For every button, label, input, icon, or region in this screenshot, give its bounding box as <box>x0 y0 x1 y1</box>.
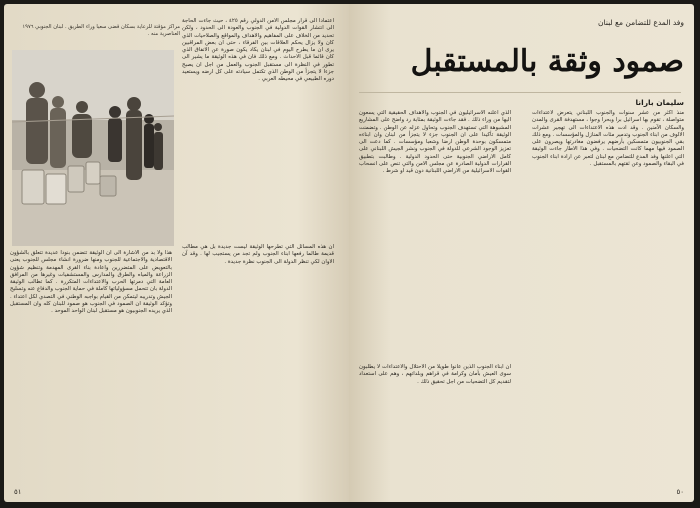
left-page-column-right-lower: ان هذه المسائل التي تطرحها الوثيقة ليست جديدة بل هي مطالب قديمة طالما رفعها ابناء الجنوب ولم تجد من يستجيب لها . وقد آن الاوان لكي تنظر الدولة الى الجنوب نظرة جديدة . <box>182 244 334 265</box>
right-page-column-right: منذ اكثر من عشر سنوات والجنوب اللبناني يتعرض لاعتداءات متواصلة ، تقوم بها اسرائيل برا وبحرا وجوا ، مستهدفة القرى والمدن والسكان الآمنين . وقد ادت هذه الاعتداءات الى تهجير عشرات الالوف من ابناء الجنوب وتدمير مئات المنازل والمؤسسات . ومع ذلك بقي الجنوبيون متمسكين بأرضهم يرفضون مغادرتها ويصرون على الصمود فيها مهما كانت التضحيات . وفي هذا الاطار جاءت الوثيقة التي اعلنها وفد المدع للتضامن مع لبنان لتعبر عن ارادة ابناء الجنوب في البقاء والصمود وعن ثقتهم بالمستقبل . <box>532 110 684 168</box>
refugee-camp-photo-icon <box>12 50 174 246</box>
right-page <box>349 4 694 502</box>
refugee-camp-photo <box>12 50 174 246</box>
right-page-column-left-lower: ان ابناء الجنوب الذين عانوا طويلا من الاحتلال والاعتداءات لا يطلبون سوى العيش بأمان وكرامة في قراهم وبلداتهم ، وهم على استعداد لتقديم كل التضحيات من اجل تحقيق ذلك . <box>359 364 511 385</box>
photo-caption: مراكز مؤقتة للرعاية بسكان قضى سعيا وراء الطريق . لبنان الجنوبي ١٩٧٦ العناصرية منه . <box>22 24 180 37</box>
headline-rule <box>359 92 681 93</box>
right-page-number: ٥٠ <box>676 488 684 496</box>
left-page-column-left: هذا ولا بد من الاشارة الى ان الوثيقة تتضمن بنودا عديدة تتعلق بالشؤون الاقتصادية والاجتماعية للجنوب ومنها ضرورة انشاء مجلس للجنوب يعنى بالتعويض على المتضررين واعادة بناء القرى المهدمة وتنظيم شؤون الزراعة والمياه والطرق والمدارس والمستشفيات وغيرها من المرافق العامة التي دمرتها الحرب والاعتداءات المتكررة . كما تطالب الوثيقة الدولة بان تتحمل مسؤولياتها كاملة في حماية الجنوب والدفاع عنه وتسليح الجيش وتدريبه ليتمكن من القيام بواجبه الوطني في التصدي لكل اعتداء . وتؤكد الوثيقة ان الصمود في الجنوب هو صمود للبنان كله وان المستقبل الذي يريده الجنوبيون هو مستقبل لبنان الواحد الموحد . <box>10 250 172 315</box>
magazine-spread <box>4 4 694 502</box>
left-page-column-right: اعتمادا الى قرار مجلس الأمن الدولي رقم ٤٢٥ ، حيث جاءت الحاجة الى انتشار القوات الدولية في الجنوب والعودة الى الحدود ، ولكن تحديد من الخلاف على المفاهيم والاهداف والمواقع والصلاحيات الذي كان ولا يزال يحكم العلاقات بين الفرقاء ، حتى ان بعض المراقبين يرى ان ما يطرح اليوم في لبنان يكاد يكون صورة عن الاتفاق الذي كان قائما قبل الاحداث . ومع ذلك فان في هذه الوثيقة ما يشير الى تطور في النظرة الى مستقبل الجنوب والعمل من اجل ان يصبح جزءا لا يتجزأ من الوطن الذي تكتمل سيادته على كل ارضه ويستعيد دوره الطبيعي في محيطه العربي . <box>182 18 334 83</box>
article-kicker: وفد المدع للتضامن مع لبنان <box>598 18 684 27</box>
left-page <box>4 4 349 502</box>
right-page-column-left: الذي اعلنه الاسرائيليون في الجنوب والاهداف الحقيقية التي يسعون اليها من وراء ذلك . فقد جاءت الوثيقة بمثابة رد واضح على المشاريع المشبوهة التي تستهدف الجنوب وتحاول عزله عن الوطن . وتضمنت الوثيقة تأكيدا على ان الجنوب جزء لا يتجزأ من لبنان وان ابناءه متمسكون بوحدة الوطن ارضا وشعبا ومؤسسات . كما دعت الى تعزيز الوجود الشرعي للدولة في الجنوب ونشر الجيش اللبناني على كامل الاراضي الجنوبية حتى الحدود الدولية . وطالبت بتطبيق القرارات الدولية الصادرة عن مجلس الامن والتي تنص على انسحاب القوات الاسرائيلية من الاراضي اللبنانية دون قيد او شرط . <box>359 110 511 175</box>
left-page-number: ٥١ <box>14 488 22 496</box>
article-byline: سليمان بارانا <box>635 98 684 107</box>
article-headline: صمود وثقة بالمستقبل <box>410 44 684 79</box>
